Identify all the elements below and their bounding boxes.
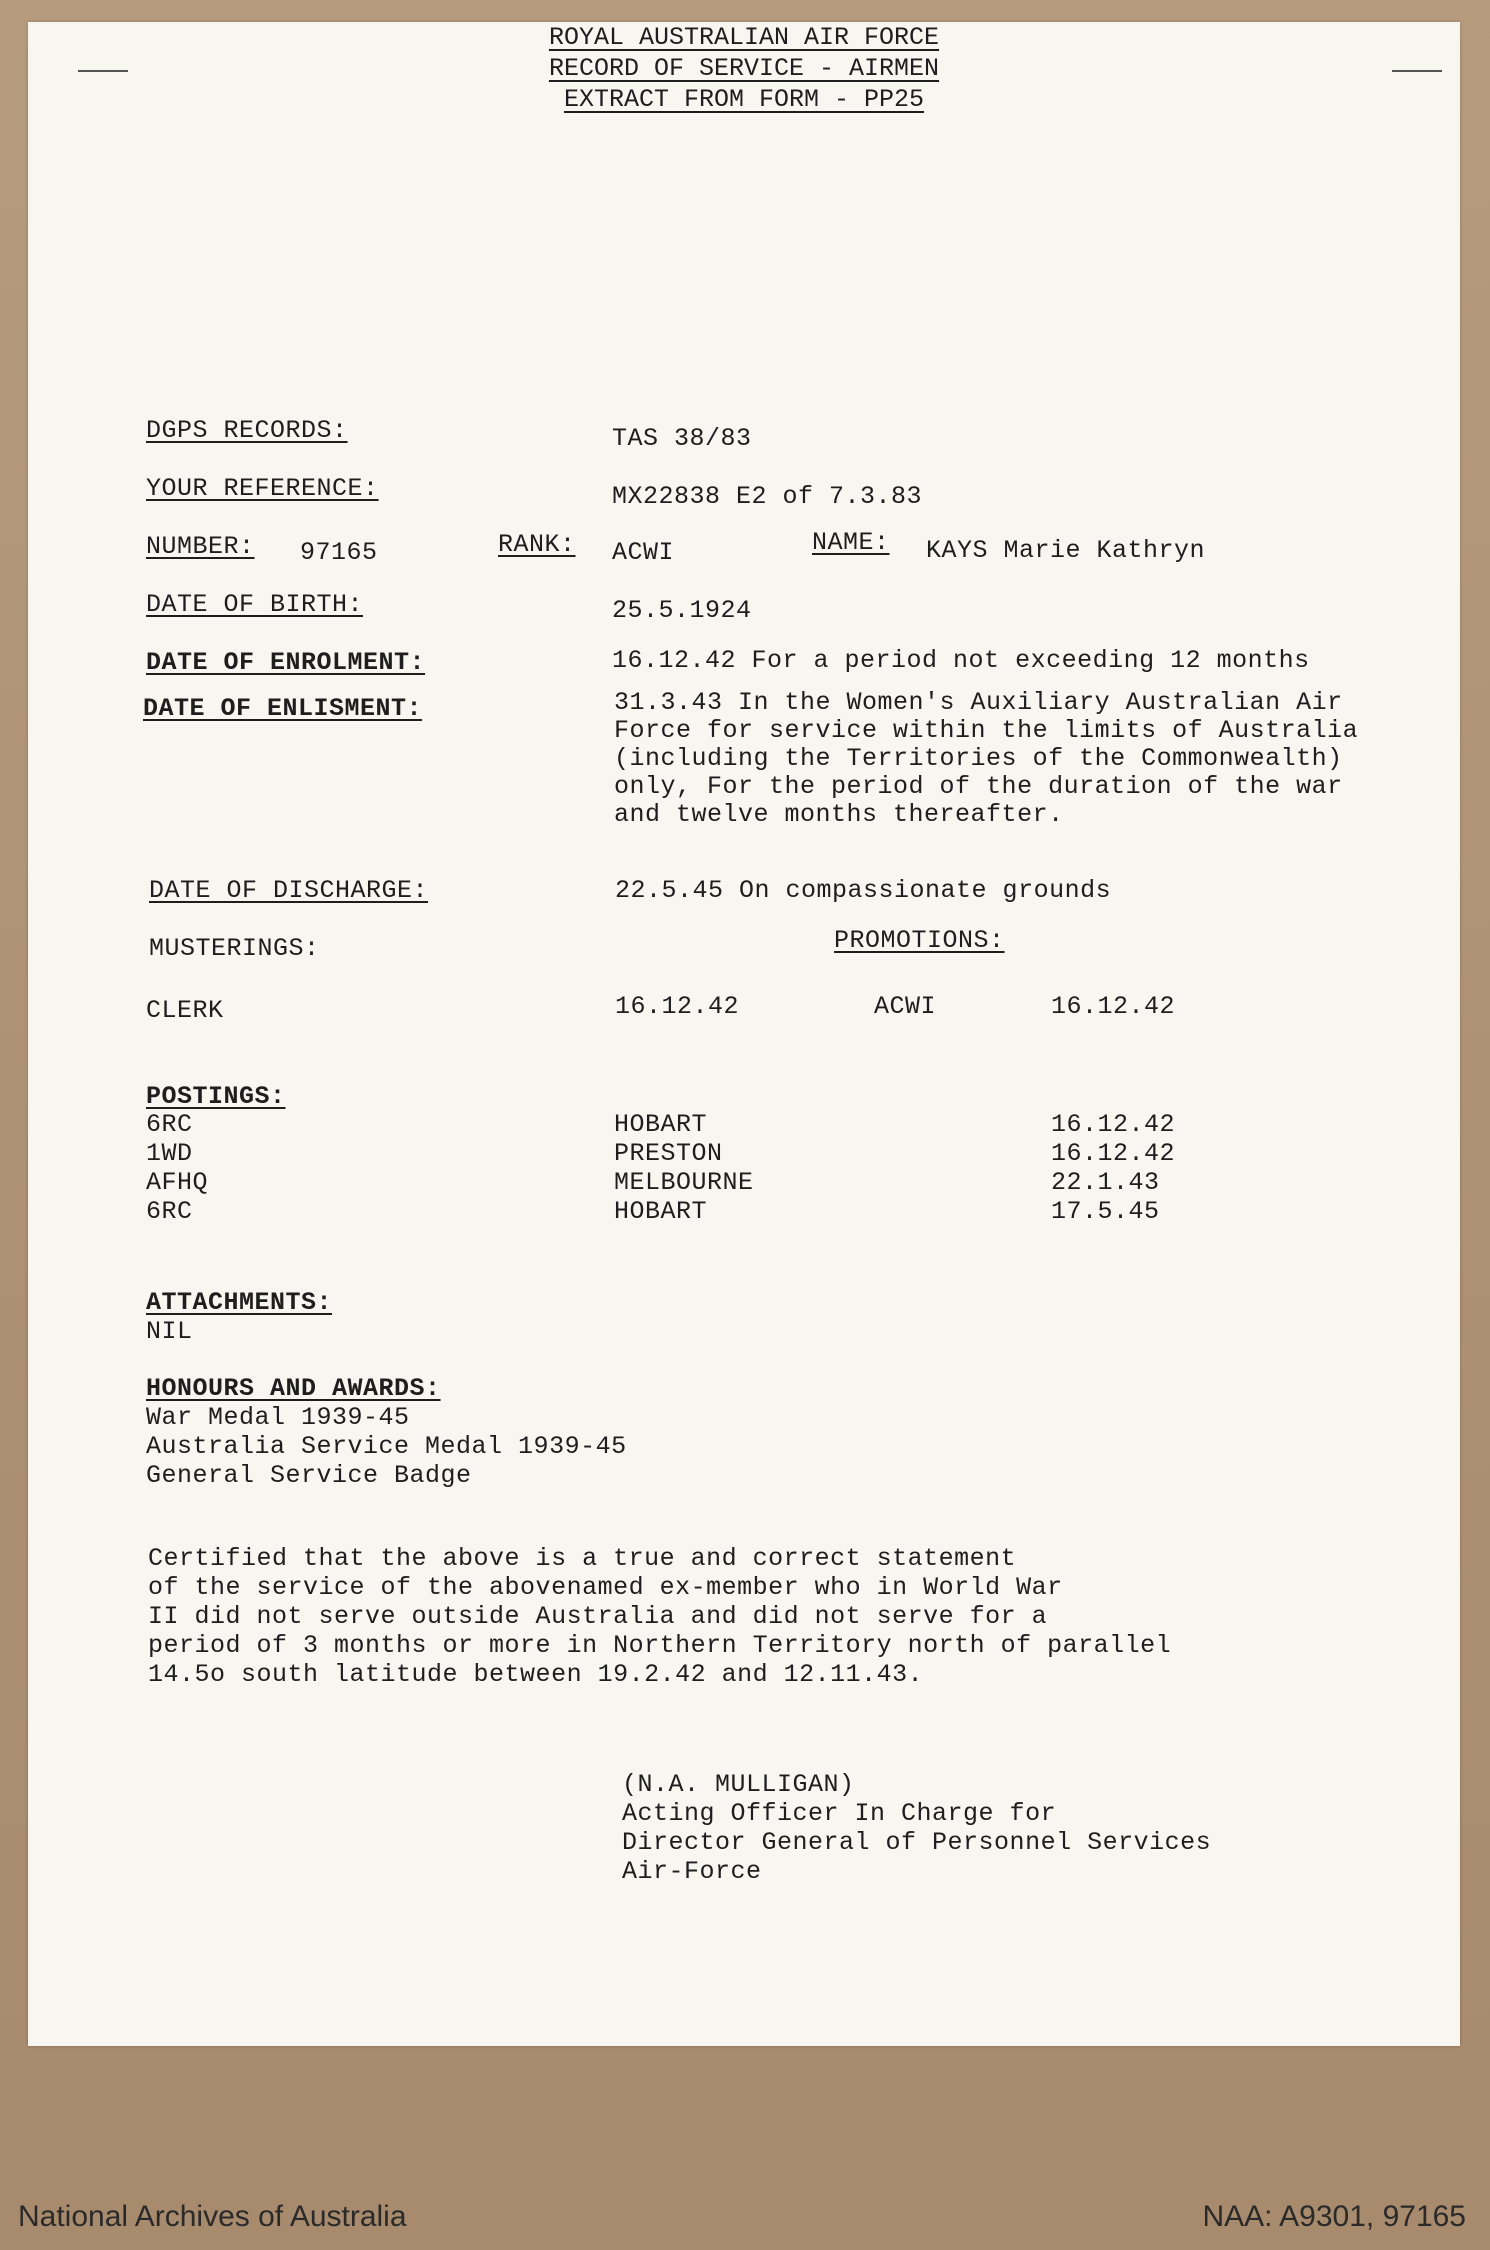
signature-block: (N.A. MULLIGAN) Acting Officer In Charge for Director General of Personnel Services Air-Force — [622, 1770, 1212, 1886]
enlistment-value: 31.3.43 In the Women's Auxiliary Australian Air Force for service within the limits of Australia (including the Territories of the Commonwealth) only, For the period of the duration of the war and twelve months thereafter. — [614, 688, 1359, 829]
mustering-clerk: CLERK — [146, 996, 224, 1025]
postings-label: POSTINGS: — [146, 1082, 286, 1111]
posting-unit-2: 1WD — [146, 1139, 193, 1168]
posting-date-4: 17.5.45 — [1051, 1197, 1160, 1226]
posting-place-2: PRESTON — [614, 1139, 723, 1168]
rank-value: ACWI — [612, 538, 675, 567]
honour-item-3: General Service Badge — [146, 1461, 472, 1490]
document-page — [28, 22, 1460, 2046]
enrolment-value: 16.12.42 For a period not exceeding 12 months — [612, 646, 1310, 675]
corner-mark-left — [78, 70, 128, 72]
name-value: KAYS Marie Kathryn — [926, 536, 1206, 565]
title-line-1: ROYAL AUSTRALIAN AIR FORCE — [548, 23, 940, 52]
corner-mark-right — [1392, 70, 1442, 72]
rank-label: RANK: — [498, 530, 576, 559]
reference-value: MX22838 E2 of 7.3.83 — [612, 482, 923, 511]
dob-label: DATE OF BIRTH: — [146, 590, 364, 619]
number-value: 97165 — [300, 538, 378, 567]
discharge-label: DATE OF DISCHARGE: — [149, 876, 429, 905]
reference-label: YOUR REFERENCE: — [146, 474, 379, 503]
enrolment-label: DATE OF ENROLMENT: — [146, 648, 426, 677]
archive-reference: NAA: A9301, 97165 — [1202, 2200, 1466, 2233]
attachments-value: NIL — [146, 1317, 193, 1346]
title-line-3: EXTRACT FROM FORM - PP25 — [563, 85, 925, 114]
promotions-label: PROMOTIONS: — [834, 926, 1005, 955]
promotion-rank: ACWI — [874, 992, 937, 1021]
document-title — [28, 22, 1460, 115]
posting-unit-3: AFHQ — [146, 1168, 209, 1197]
honour-item-2: Australia Service Medal 1939-45 — [146, 1432, 627, 1461]
title-line-2: RECORD OF SERVICE - AIRMEN — [548, 54, 940, 83]
posting-place-3: MELBOURNE — [614, 1168, 754, 1197]
honours-label: HONOURS AND AWARDS: — [146, 1374, 441, 1403]
posting-unit-4: 6RC — [146, 1197, 193, 1226]
dgps-value: TAS 38/83 — [612, 424, 752, 453]
enlistment-label: DATE OF ENLISMENT: — [143, 694, 423, 723]
attachments-label: ATTACHMENTS: — [146, 1288, 333, 1317]
posting-place-4: HOBART — [614, 1197, 708, 1226]
posting-place-1: HOBART — [614, 1110, 708, 1139]
mustering-date: 16.12.42 — [615, 992, 740, 1021]
posting-date-2: 16.12.42 — [1051, 1139, 1176, 1168]
certification-statement: Certified that the above is a true and correct statement of the service of the abovenamed ex-member who in World War II did not serve outside Australia and did not serve for a period of 3 months or more in Northern Territory north of parallel 14.5o south latitude between 19.2.42 and 12.11.43. — [148, 1544, 1172, 1689]
musterings-label: MUSTERINGS: — [149, 934, 320, 963]
posting-date-3: 22.1.43 — [1051, 1168, 1160, 1197]
posting-unit-1: 6RC — [146, 1110, 193, 1139]
honour-item-1: War Medal 1939-45 — [146, 1403, 410, 1432]
discharge-value: 22.5.45 On compassionate grounds — [615, 876, 1112, 905]
posting-date-1: 16.12.42 — [1051, 1110, 1176, 1139]
archive-credit: National Archives of Australia — [18, 2200, 407, 2233]
promotion-date: 16.12.42 — [1051, 992, 1176, 1021]
dgps-label: DGPS RECORDS: — [146, 416, 348, 445]
name-label: NAME: — [812, 528, 890, 557]
number-label: NUMBER: — [146, 532, 255, 561]
dob-value: 25.5.1924 — [612, 596, 752, 625]
